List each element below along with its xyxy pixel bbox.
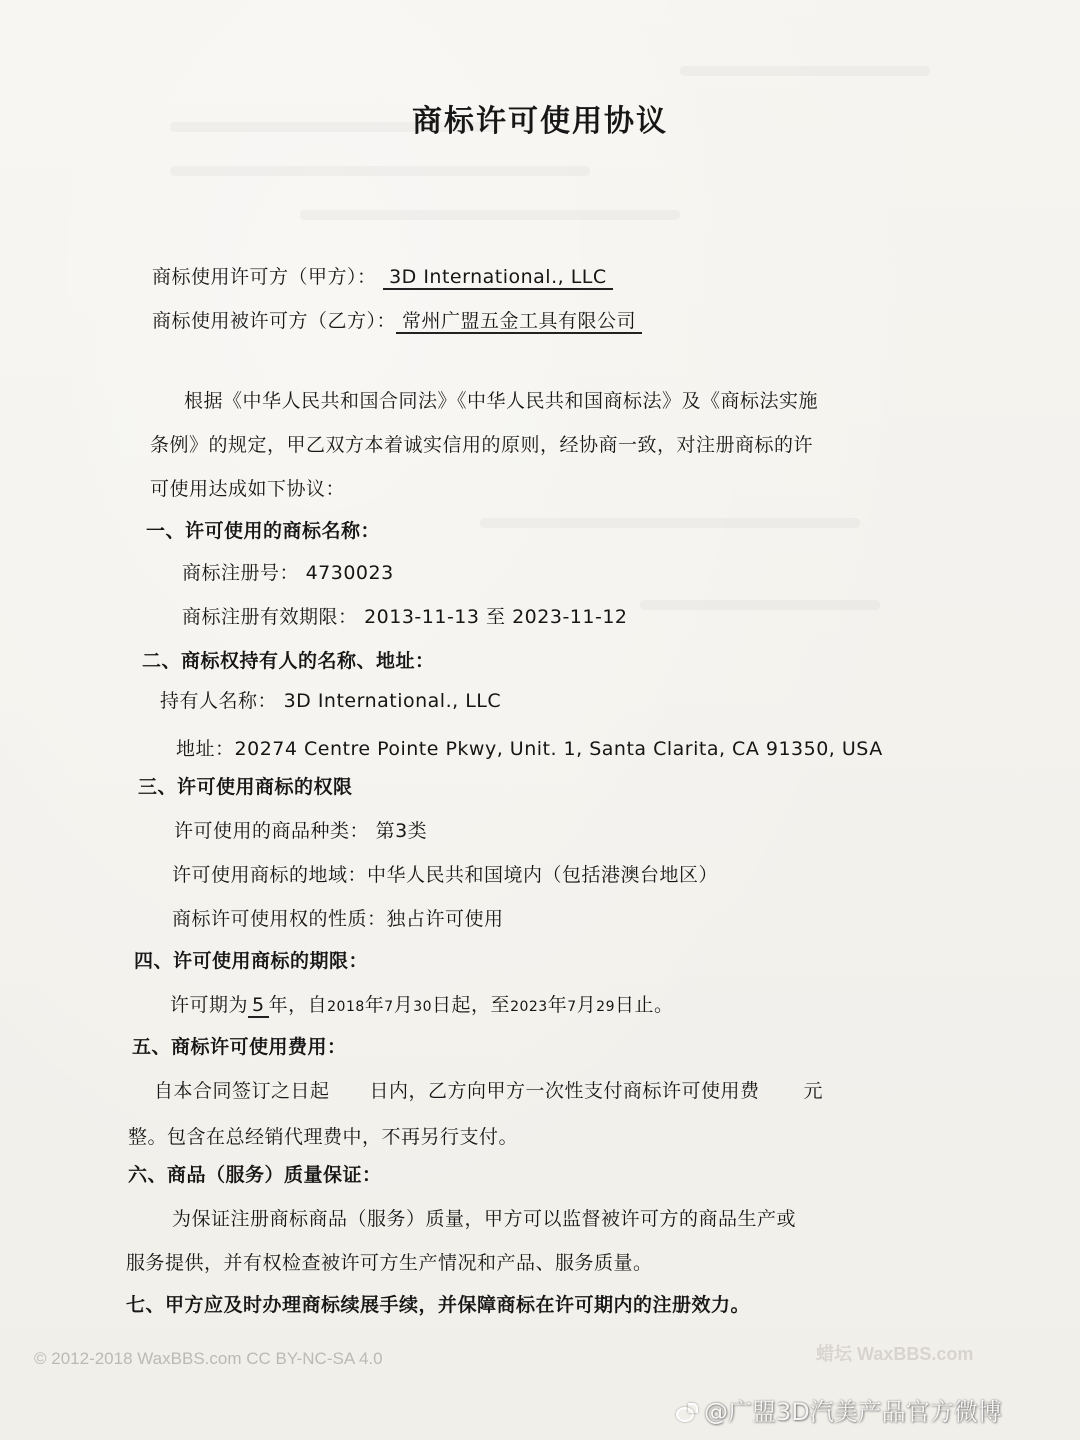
holder-line (160, 686, 501, 713)
quality-line-1: 为保证注册商标商品（服务）质量，甲方可以监督被许可方的商品生产或 (172, 1208, 797, 1230)
weibo-watermark (676, 1392, 1002, 1427)
licensor-name: 3D International., LLC (383, 266, 613, 290)
site-watermark: 蜡坛 WaxBBS.com (816, 1344, 974, 1364)
section-1-heading: 一、许可使用的商标名称： (146, 520, 381, 542)
term-years: 5 (248, 994, 269, 1018)
reg-validity-to: 2023-11-12 (512, 606, 628, 628)
section-2-heading: 二、商标权持有人的名称、地址： (142, 650, 435, 672)
address-line (176, 734, 883, 761)
copyright-watermark: © 2012-2018 WaxBBS.com CC BY-NC-SA 4.0 (34, 1349, 383, 1368)
term-text: 月 (576, 994, 597, 1016)
weibo-icon (676, 1403, 702, 1423)
term-text: 日起，至 (432, 994, 511, 1016)
reg-number-label: 商标注册号： (182, 562, 300, 584)
region-label: 许可使用商标的地域： (172, 864, 368, 886)
reg-number-value: 4730023 (305, 562, 394, 584)
start-day: 30 (413, 999, 433, 1015)
reg-number-line (182, 558, 394, 585)
reg-validity-label: 商标注册有效期限： (182, 606, 358, 628)
preamble-line-3: 可使用达成如下协议： (150, 478, 346, 500)
fee-line-2: 整。包含在总经销代理费中，不再另行支付。 (128, 1126, 519, 1148)
term-line (170, 990, 674, 1018)
goods-value: 第3类 (375, 820, 428, 842)
term-text: 年 (547, 994, 568, 1016)
start-month: 7 (384, 999, 394, 1015)
goods-label: 许可使用的商品种类： (174, 820, 370, 842)
document-title: 商标许可使用协议 (412, 104, 668, 139)
region-line (172, 860, 718, 887)
licensee-name: 常州广盟五金工具有限公司 (396, 310, 642, 334)
nature-line (172, 904, 504, 931)
licensee-line (152, 306, 642, 334)
quality-line-2: 服务提供，并有权检查被许可方生产情况和产品、服务质量。 (126, 1252, 653, 1274)
preamble-line-1: 根据《中华人民共和国合同法》《中华人民共和国商标法》及《商标法实施 (184, 390, 819, 412)
bleed-through-mark (640, 600, 880, 610)
region-value: 中华人民共和国境内（包括港澳台地区） (367, 864, 719, 886)
reg-validity-sep: 至 (486, 606, 506, 628)
fee-text: 元 (803, 1080, 824, 1102)
licensor-line (152, 262, 613, 290)
holder-name: 3D International., LLC (283, 690, 502, 712)
bleed-through-mark (170, 166, 590, 176)
reg-validity-from: 2013-11-13 (364, 606, 480, 628)
address-label: 地址： (176, 738, 235, 760)
preamble-line-2: 条例》的规定，甲乙双方本着诚实信用的原则，经协商一致，对注册商标的许 (150, 434, 814, 456)
holder-label: 持有人名称： (160, 690, 278, 712)
term-text: 月 (393, 994, 414, 1016)
fee-line-1 (154, 1076, 823, 1103)
bleed-through-mark (300, 210, 680, 220)
address-value: 20274 Centre Pointe Pkwy, Unit. 1, Santa Clarita, CA 91350, USA (234, 738, 883, 760)
weibo-handle: @广盟3D汽美产品官方微博 (704, 1398, 1002, 1426)
term-text: 年，自 (268, 994, 328, 1016)
nature-value: 独占许可使用 (386, 908, 504, 930)
bleed-through-mark (480, 518, 860, 528)
end-month: 7 (567, 999, 577, 1015)
start-year: 2018 (327, 999, 365, 1015)
nature-label: 商标许可使用权的性质： (172, 908, 387, 930)
reg-validity-line (182, 602, 628, 629)
section-3-heading: 三、许可使用商标的权限 (138, 776, 353, 798)
end-day: 29 (596, 999, 615, 1015)
section-6-heading: 六、商品（服务）质量保证： (128, 1164, 382, 1186)
term-text: 年 (364, 994, 385, 1016)
term-text: 许可期为 (170, 994, 249, 1016)
licensee-label: 商标使用被许可方（乙方）： (152, 310, 397, 332)
section-7-text: 七、甲方应及时办理商标续展手续，并保障商标在许可期内的注册效力。 (126, 1294, 751, 1316)
section-4-heading: 四、许可使用商标的期限： (134, 950, 369, 972)
fee-text: 日内，乙方向甲方一次性支付商标许可使用费 (369, 1080, 760, 1102)
licensor-label: 商标使用许可方（甲方）： (152, 266, 377, 288)
fee-text: 自本合同签订之日起 (154, 1080, 330, 1102)
end-year: 2023 (510, 999, 548, 1015)
goods-line (174, 816, 427, 843)
term-text: 日止。 (614, 994, 674, 1016)
bleed-through-mark (680, 66, 930, 76)
section-5-heading: 五、商标许可使用费用： (132, 1036, 347, 1058)
